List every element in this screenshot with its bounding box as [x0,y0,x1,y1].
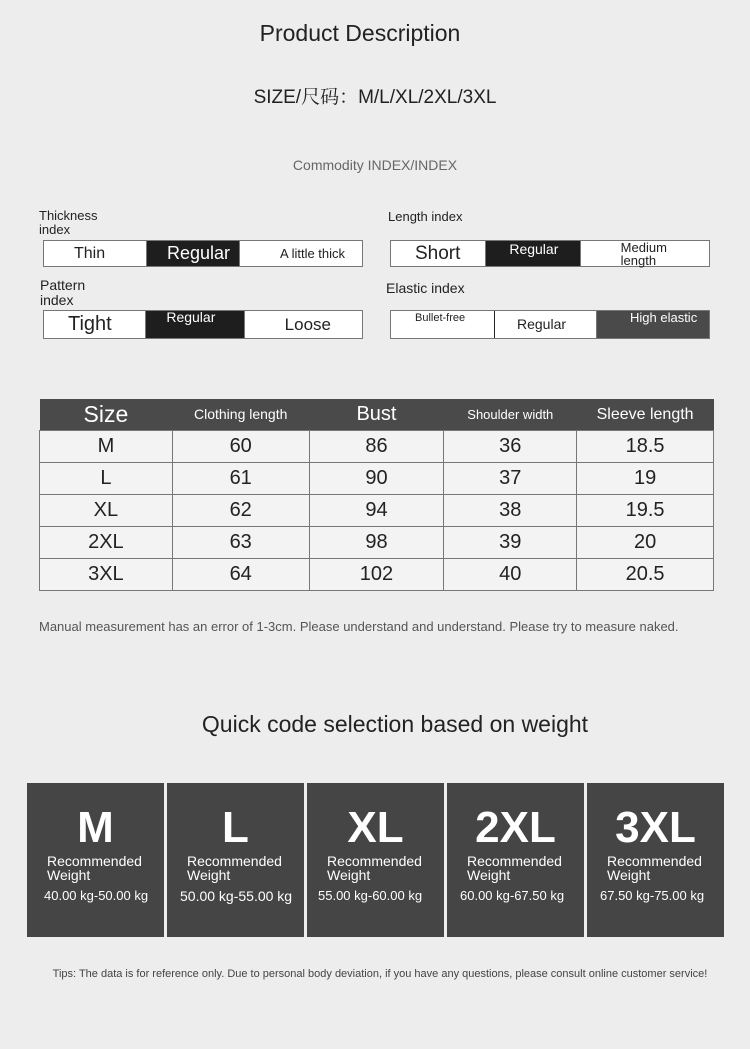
table-cell-size: 2XL [40,527,173,559]
card-label: Recommended Weight [467,853,562,883]
table-cell-bust: 90 [309,463,444,495]
table-cell-clothing-length: 64 [172,559,309,591]
pattern-index-bar [43,310,363,339]
table-cell-bust: 102 [309,559,444,591]
length-index-bar [390,240,710,267]
weight-card-3xl [587,783,724,937]
size-table-header [40,399,714,431]
table-cell-shoulder-width: 39 [444,527,577,559]
page-title: Product Description [259,20,461,46]
table-row [40,527,714,559]
quick-code-title: Quick code selection based on weight [201,711,589,737]
table-cell-shoulder-width: 37 [444,463,577,495]
elastic-option-high-elastic: High elastic [596,311,709,338]
table-cell-bust: 86 [309,431,444,463]
table-row [40,463,714,495]
table-cell-shoulder-width: 40 [444,559,577,591]
card-weight: 40.00 kg-50.00 kg [44,888,149,903]
card-label: Recommended Weight [607,853,702,883]
pattern-option-regular: Regular [145,311,243,338]
pattern-index-label: Pattern index [40,277,86,308]
card-size: L [222,803,249,852]
card-label: Recommended Weight [187,853,282,883]
column-header-clothing-length: Clothing length [172,399,309,431]
elastic-index-label: Elastic index [386,280,465,296]
column-header-shoulder-width: Shoulder width [444,399,577,431]
table-cell-size: XL [40,495,173,527]
thickness-option-thin: Thin [74,245,106,262]
card-label: Recommended Weight [327,853,422,883]
length-option-short: Short [415,243,461,264]
card-size: 3XL [615,803,696,852]
card-weight: 67.50 kg-75.00 kg [600,888,705,903]
elastic-option-bullet-free: Bullet-free [415,312,466,324]
table-cell-clothing-length: 62 [172,495,309,527]
length-index-label: Length index [388,209,463,224]
table-cell-size: 3XL [40,559,173,591]
elastic-option-regular: Regular [494,311,596,338]
column-header-sleeve-length: Sleeve length [577,399,714,431]
length-option-regular: Regular [485,241,579,266]
thickness-option-regular: Regular [146,241,239,266]
pattern-option-loose: Loose [244,311,362,338]
length-option-medium-length: Medium length [580,241,709,266]
commodity-index-heading: Commodity INDEX/INDEX [292,157,458,173]
table-row [40,559,714,591]
size-list: SIZE/尺码：M/L/XL/2XL/3XL [253,87,497,108]
weight-card-xl [307,783,444,937]
table-row [40,495,714,527]
card-weight: 60.00 kg-67.50 kg [460,888,565,903]
card-size: 2XL [475,803,556,852]
tips-footer: Tips: The data is for reference only. Due to personal body deviation, if you have any questions, please consult online customer service! [52,968,708,980]
weight-card-m [27,783,164,937]
measurement-note: Manual measurement has an error of 1-3cm. Please understand and understand. Please try to measure naked. [39,619,679,634]
column-header-size: Size [40,399,173,431]
table-cell-clothing-length: 63 [172,527,309,559]
thickness-option-a-little-thick: A little thick [239,241,362,266]
table-cell-sleeve-length: 20 [577,527,714,559]
table-cell-shoulder-width: 38 [444,495,577,527]
table-cell-sleeve-length: 19 [577,463,714,495]
card-weight: 50.00 kg-55.00 kg [180,888,293,904]
weight-card-l [167,783,304,937]
pattern-option-tight: Tight [68,313,112,335]
weight-card-2xl [447,783,584,937]
table-cell-bust: 94 [309,495,444,527]
card-size: M [77,803,114,852]
thickness-index-label: Thickness index [39,208,98,237]
table-cell-sleeve-length: 19.5 [577,495,714,527]
table-cell-bust: 98 [309,527,444,559]
elastic-index-bar [390,310,710,339]
table-cell-size: L [40,463,173,495]
card-label: Recommended Weight [47,853,142,883]
thickness-index-bar [43,240,363,267]
table-cell-clothing-length: 60 [172,431,309,463]
table-cell-sleeve-length: 20.5 [577,559,714,591]
card-weight: 55.00 kg-60.00 kg [318,888,423,903]
table-cell-sleeve-length: 18.5 [577,431,714,463]
size-table [39,399,714,591]
table-cell-clothing-length: 61 [172,463,309,495]
table-cell-size: M [40,431,173,463]
table-cell-shoulder-width: 36 [444,431,577,463]
column-header-bust: Bust [309,399,444,431]
card-size: XL [347,803,404,852]
table-row [40,431,714,463]
